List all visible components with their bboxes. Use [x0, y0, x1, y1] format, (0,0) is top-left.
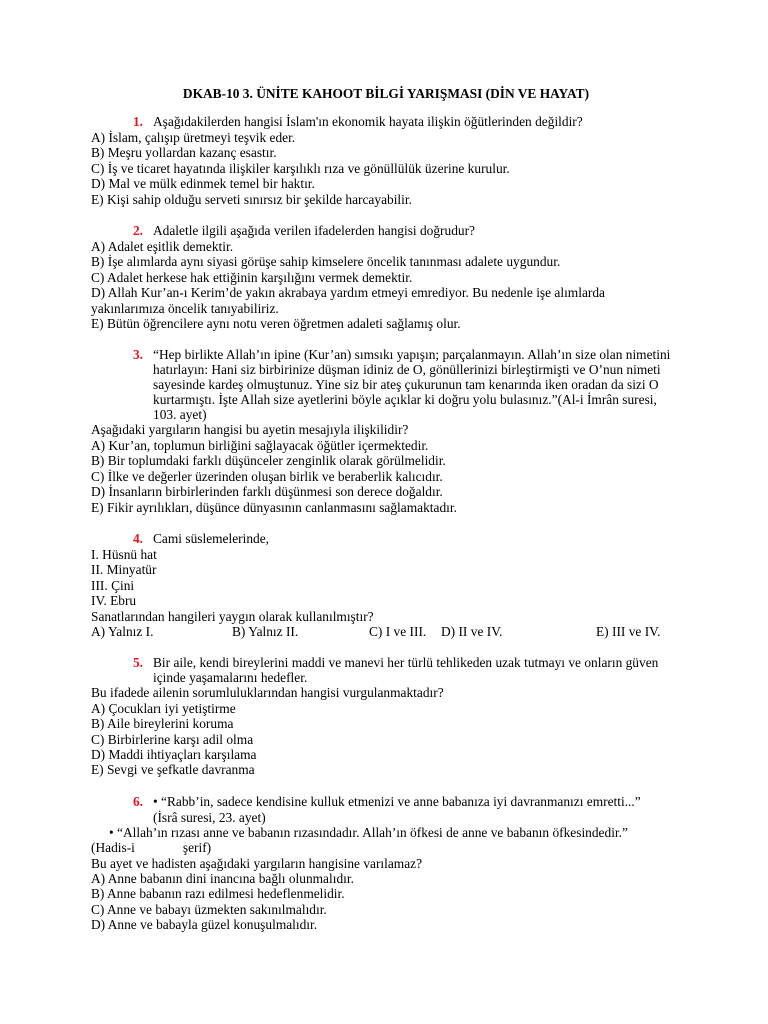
option-b: B) Anne babanın razı edilmesi hedeflenmelidir.	[91, 886, 345, 902]
option-b: B) İşe alımlarda aynı siyasi görüşe sahip kimselere öncelik tanınması adalete uygundur.	[91, 254, 561, 270]
quote-2-source-part-b: şerif)	[182, 840, 212, 856]
document-page	[91, 86, 681, 949]
option-d: D) Anne ve babayla güzel konuşulmalıdır.	[91, 917, 318, 933]
question-text: Cami süslemelerinde,	[153, 530, 270, 546]
quote-2-source	[91, 840, 681, 855]
option-a: A) Çocukları iyi yetiştirme	[91, 700, 236, 716]
option-c: C) Adalet herkese hak ettiğinin karşılığını vermek demektir.	[91, 269, 413, 285]
option-a: A) Anne babanın dini inancına bağlı olunmalıdır.	[91, 871, 354, 886]
question-number: 4.	[132, 530, 143, 546]
question-number: 3.	[132, 347, 143, 363]
question-header	[91, 347, 681, 422]
question-header	[91, 223, 681, 239]
question-number: 1.	[132, 114, 143, 129]
question-text: Aşağıdakilerden hangisi İslam'ın ekonomik hayata ilişkin öğütlerinden değildir?	[153, 114, 583, 129]
question-1	[91, 114, 681, 207]
option-d: D) Maddi ihtiyaçları karşılama	[91, 746, 257, 762]
option-a: A) Adalet eşitlik demektir.	[91, 239, 234, 255]
question-3	[91, 347, 681, 514]
question-quote-2: • “Allah’ın rızası anne ve babanın rızasındadır. Allah’ın öfkesi de anne ve babanın öfkesindedir.”	[109, 824, 628, 840]
roman-item-1: I. Hüsnü hat	[91, 546, 157, 562]
question-header	[91, 114, 681, 130]
question-text: Adaletle ilgili aşağıda verilen ifadelerden hangisi doğrudur?	[153, 223, 476, 239]
roman-item-4: IV. Ebru	[91, 593, 137, 609]
question-stem: Bu ifadede ailenin sorumluluklarından hangisi vurgulanmaktadır?	[91, 685, 444, 701]
option-b: B) Aile bireylerini koruma	[91, 716, 234, 732]
question-stem: Sanatlarından hangileri yaygın olarak kullanılmıştır?	[91, 608, 374, 624]
option-c: C) Birbirlerine karşı adil olma	[91, 731, 254, 747]
roman-item-3: III. Çini	[91, 577, 135, 593]
option-e: E) Fikir ayrılıkları, düşünce dünyasının canlanmasını sağlamaktadır.	[91, 499, 457, 515]
question-number: 2.	[132, 223, 143, 239]
question-number: 5.	[132, 655, 143, 671]
option-e: E) III ve IV.	[596, 623, 661, 639]
question-number: 6.	[132, 793, 143, 809]
option-a: A) Yalnız I.	[91, 623, 154, 639]
question-5	[91, 655, 681, 777]
option-c: C) I ve III.	[369, 623, 427, 639]
option-c: C) Anne ve babayı üzmekten sakınılmalıdır.	[91, 901, 327, 917]
question-quote-1: • “Rabb’in, sadece kendisine kulluk etmenizi ve anne babanıza iyi davranmanızı emretti...”	[153, 793, 641, 809]
question-header	[91, 655, 681, 685]
question-6	[91, 794, 681, 933]
question-text: Bir aile, kendi bireylerini maddi ve manevi her türlü tehlikeden uzak tutmayı ve onların güven içinde yaşamalarını hedefler.	[153, 655, 659, 686]
option-e: E) Bütün öğrencilere aynı notu veren öğretmen adaleti sağlamış olur.	[91, 316, 461, 332]
option-d: D) II ve IV.	[441, 623, 503, 639]
question-quote: “Hep birlikte Allah’ın ipine (Kur’an) sımsıkı yapışın; parçalanmayın. Allah’ın size olan nimetini hatırlayın: Hani siz birbirinize düşman idiniz de O, gönüllerinizi birleştirmişti ve O’nun nimeti sayesinde kardeş olmuştunuz. Yine siz bir ateş çukurunun tam kenarında iken oradan da sizi O kurtarmıştı. İşte Allah size ayetlerini böyle açıklar ki doğru yolu bulasınız.”(Al-i İmrân suresi, 103. ayet)	[153, 347, 671, 423]
option-b: B) Yalnız II.	[232, 623, 299, 639]
option-d: D) İnsanların birbirlerinden farklı düşünmesi son derece doğaldır.	[91, 484, 443, 500]
question-header	[91, 794, 681, 810]
roman-item-2: II. Minyatür	[91, 562, 157, 578]
quote-2-source-part-a: (Hadis-i	[91, 840, 135, 856]
option-d: D) Mal ve mülk edinmek temel bir haktır.	[91, 176, 315, 192]
options-row	[91, 624, 681, 639]
option-d: D) Allah Kur’an-ı Kerim’de yakın akrabaya yardım etmeyi emrediyor. Bu nedenle işe alımlarda yakınlarımıza öncelik tanıyabiliriz.	[91, 285, 609, 316]
document-title: DKAB-10 3. ÜNİTE KAHOOT BİLGİ YARIŞMASI (DİN VE HAYAT)	[182, 86, 590, 101]
option-a: A) İslam, çalışıp üretmeyi teşvik eder.	[91, 130, 296, 145]
question-stem: Aşağıdaki yargıların hangisi bu ayetin mesajıyla ilişkilidir?	[91, 422, 409, 438]
quote-1-source: (İsrâ suresi, 23. ayet)	[153, 809, 266, 825]
question-4	[91, 531, 681, 639]
option-a: A) Kur’an, toplumun birliğini sağlayacak öğütler içermektedir.	[91, 437, 429, 453]
option-c: C) İş ve ticaret hayatında ilişkiler karşılıklı rıza ve gönüllülük üzerine kurulur.	[91, 160, 510, 176]
question-header	[91, 531, 681, 547]
question-2	[91, 223, 681, 331]
question-stem: Bu ayet ve hadisten aşağıdaki yargıların hangisine varılamaz?	[91, 855, 423, 871]
option-b: B) Bir toplumdaki farklı düşünceler zenginlik olarak görülmelidir.	[91, 453, 446, 469]
option-e: E) Sevgi ve şefkatle davranma	[91, 762, 255, 778]
option-b: B) Meşru yollardan kazanç esastır.	[91, 145, 277, 161]
option-c: C) İlke ve değerler üzerinden oluşan birlik ve beraberlik kalıcıdır.	[91, 468, 443, 484]
option-e: E) Kişi sahip olduğu serveti sınırsız bir şekilde harcayabilir.	[91, 191, 412, 207]
